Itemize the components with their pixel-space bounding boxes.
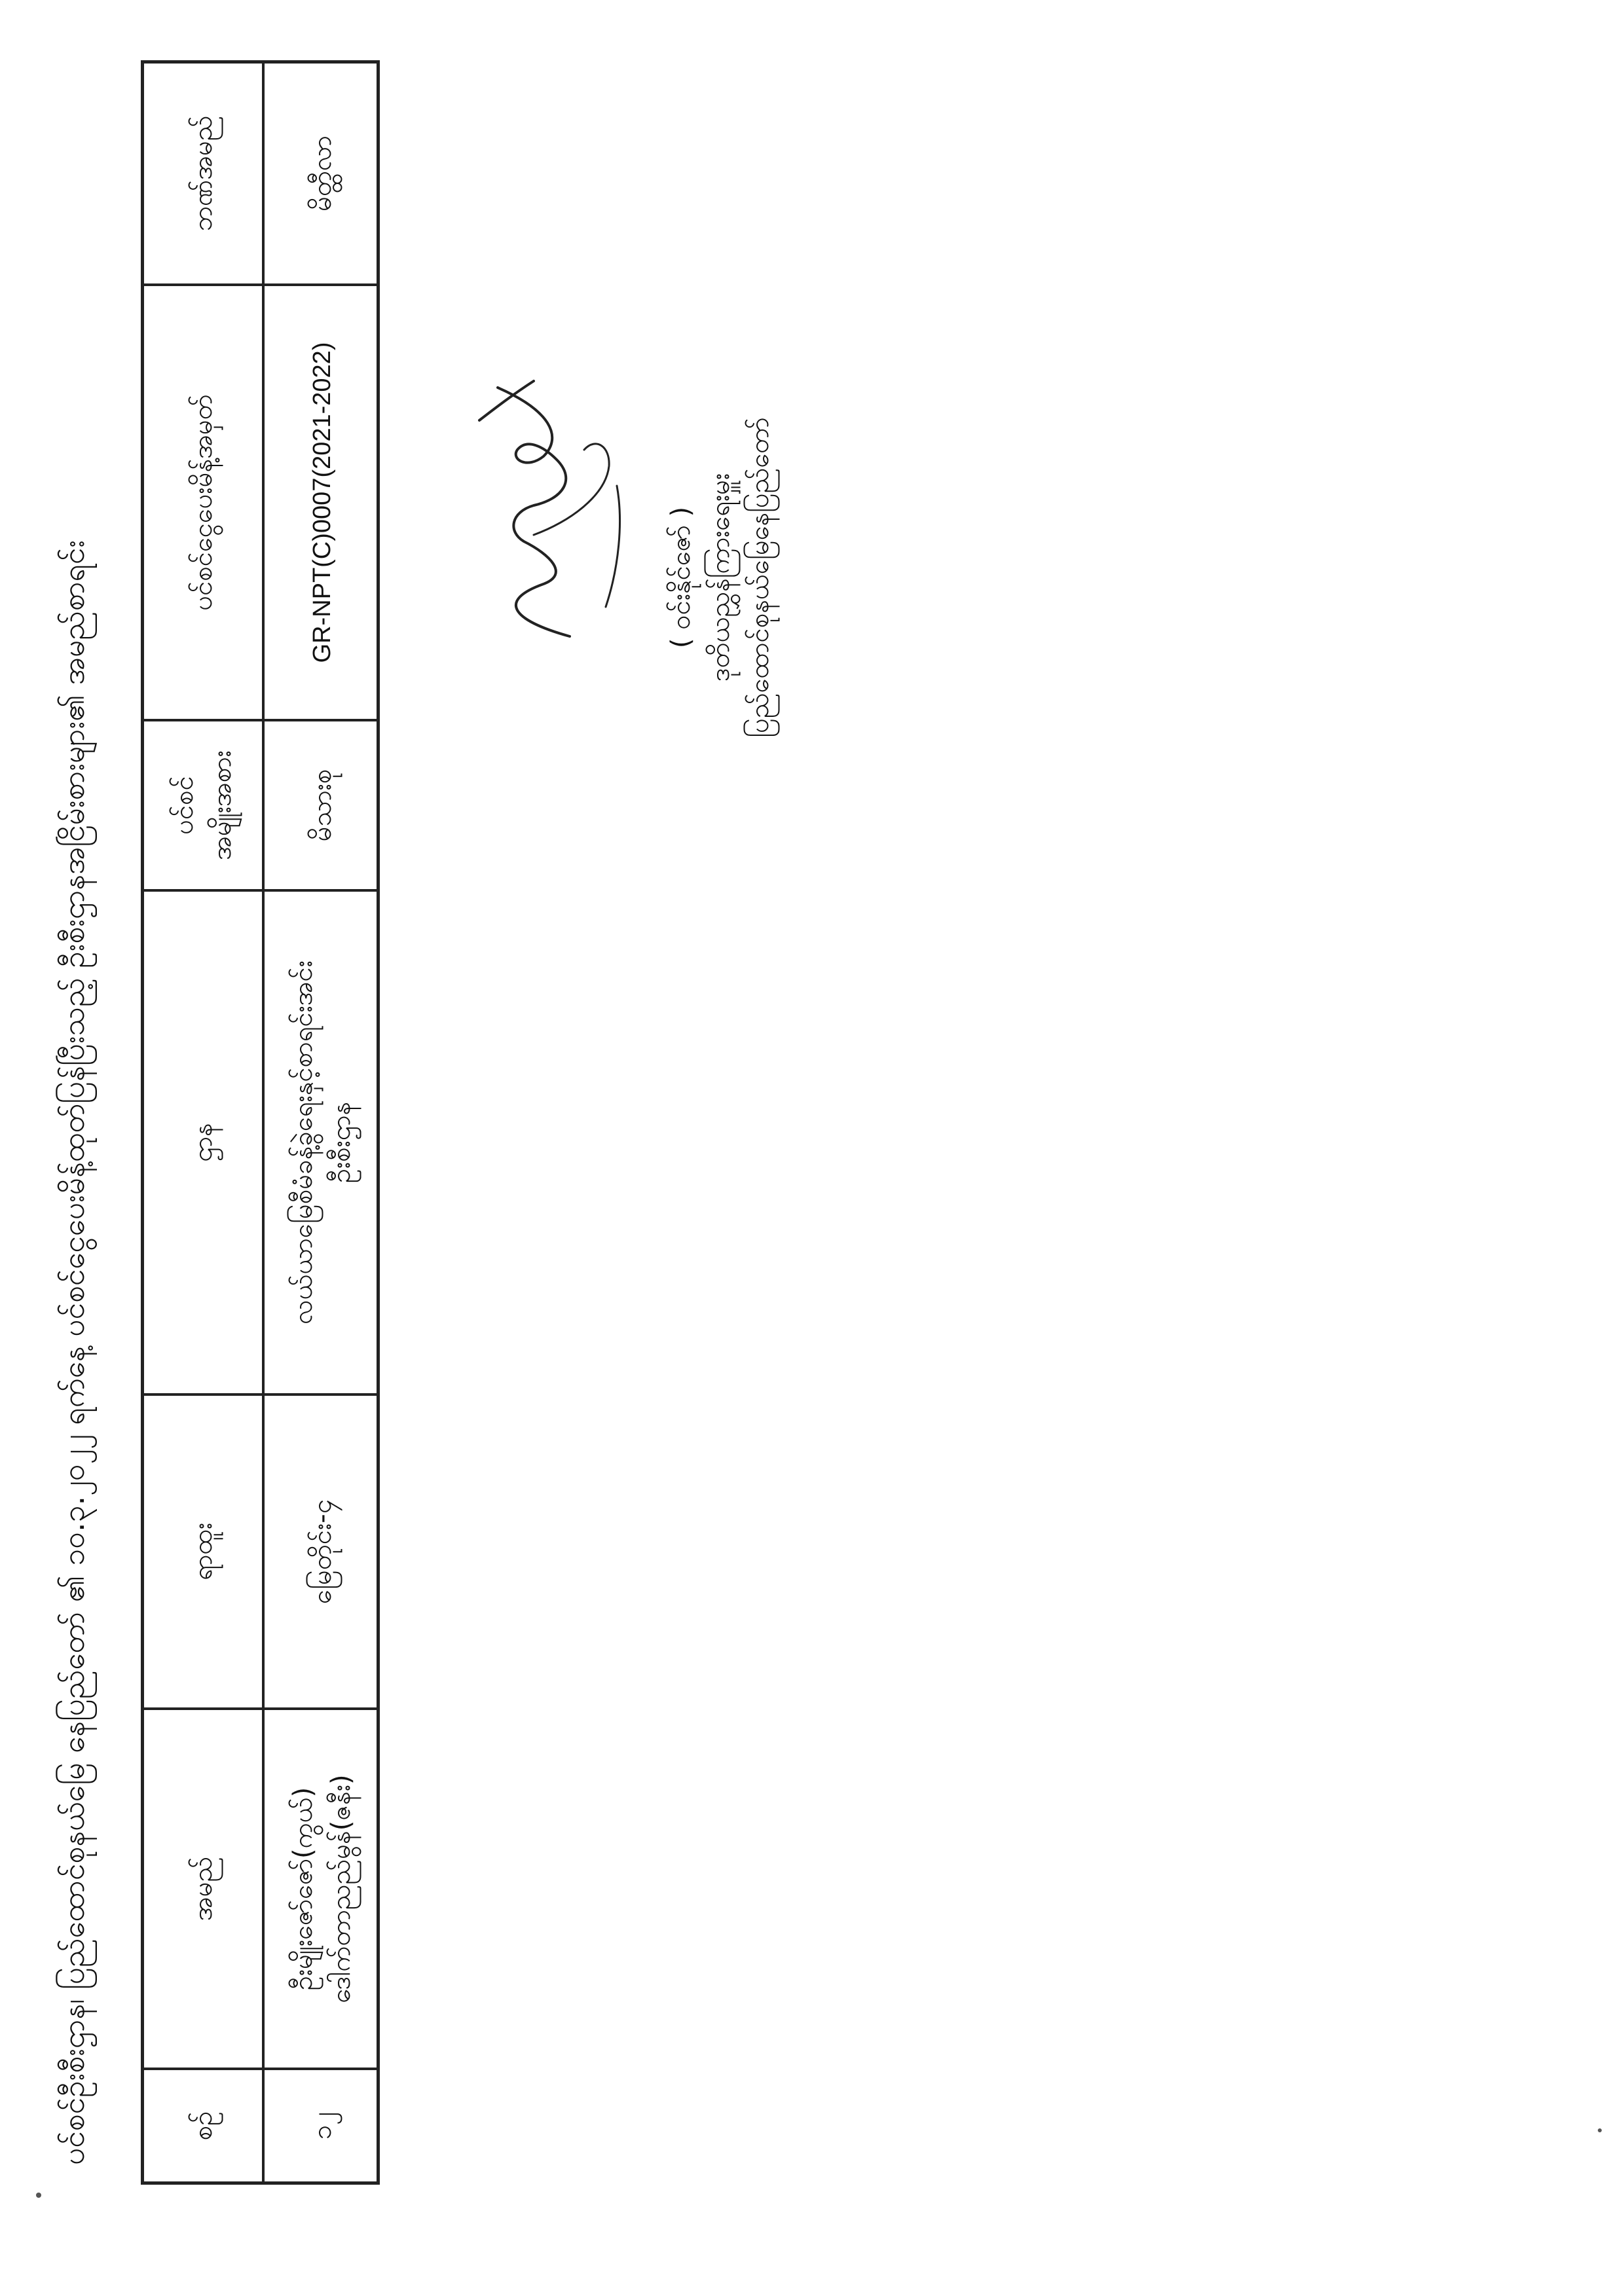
row-department-line1: လယ်ယာမြေစီမံခန့်ခွဲရေးနှင့်စာရင်းအင်း	[288, 960, 318, 1324]
signatory-title: ဒုတိယညွှန်ကြားရေးမှူး	[705, 473, 735, 682]
row-no: ၁၂	[307, 2111, 337, 2140]
header-rank: ရာထူး	[188, 1522, 218, 1581]
scan-speck	[36, 2193, 41, 2198]
row-pension-no: GR-NPT(C)0007(2021-2022)	[308, 342, 336, 663]
row-pension-type: မိသားစု	[307, 769, 337, 842]
header-pension-type	[144, 721, 262, 889]
signatory-office: ပြည်ထောင်စုနယ်မြေနေပြည်တော်	[745, 417, 775, 738]
header-pension-type-line2: အမျိုးအစား	[207, 750, 237, 860]
row-rank: မြေတိုင်း-၄	[307, 1499, 337, 1605]
header-name: အမည်	[188, 1856, 218, 1922]
document-title: ပင်စင်ဦးစီးဌာန၊ ပြည်ထောင်စုနယ်မြေ နေပြည်တော် ၏ ၁၀.၃.၂၀၂၂ ရက်နေ့ ပင်စင်ငွေပေးမိန့်ထုတ်ပြန်ပြီးသည့် ဦးစီးဌာနအငြိမ်းစားများ၏ အမည်စာရင်း	[56, 539, 91, 2165]
header-no: စဥ်	[188, 2111, 218, 2141]
row-department-line2: ဦးစီးဌာန	[326, 1101, 356, 1184]
header-pension-no: ပင်စင်ငွေပေးမိန့်အမှတ်	[188, 394, 218, 611]
row-department	[265, 892, 380, 1393]
header-remark: ဘဏ်အမည်	[188, 115, 218, 232]
signatory-name: ( ဝင်းနိုင်ဇော် )	[666, 506, 696, 649]
signature-block	[661, 355, 779, 800]
handwritten-signature	[471, 371, 642, 646]
row-name	[265, 1710, 380, 2068]
scan-speck	[1598, 2128, 1602, 2132]
header-department: ဌာန	[188, 1123, 218, 1162]
row-name-line1: ဦးမျိုးဇော်ဇော်(ကွယ်)	[288, 1787, 318, 1991]
row-name-line2: ဒေါက်တာညည်မွန်(ဇနီး)	[326, 1774, 356, 2003]
row-remark: မိတ္ထီလာ	[307, 136, 337, 211]
pension-table	[141, 60, 380, 2185]
header-pension-type-line1: ပင်စင်	[169, 776, 199, 835]
